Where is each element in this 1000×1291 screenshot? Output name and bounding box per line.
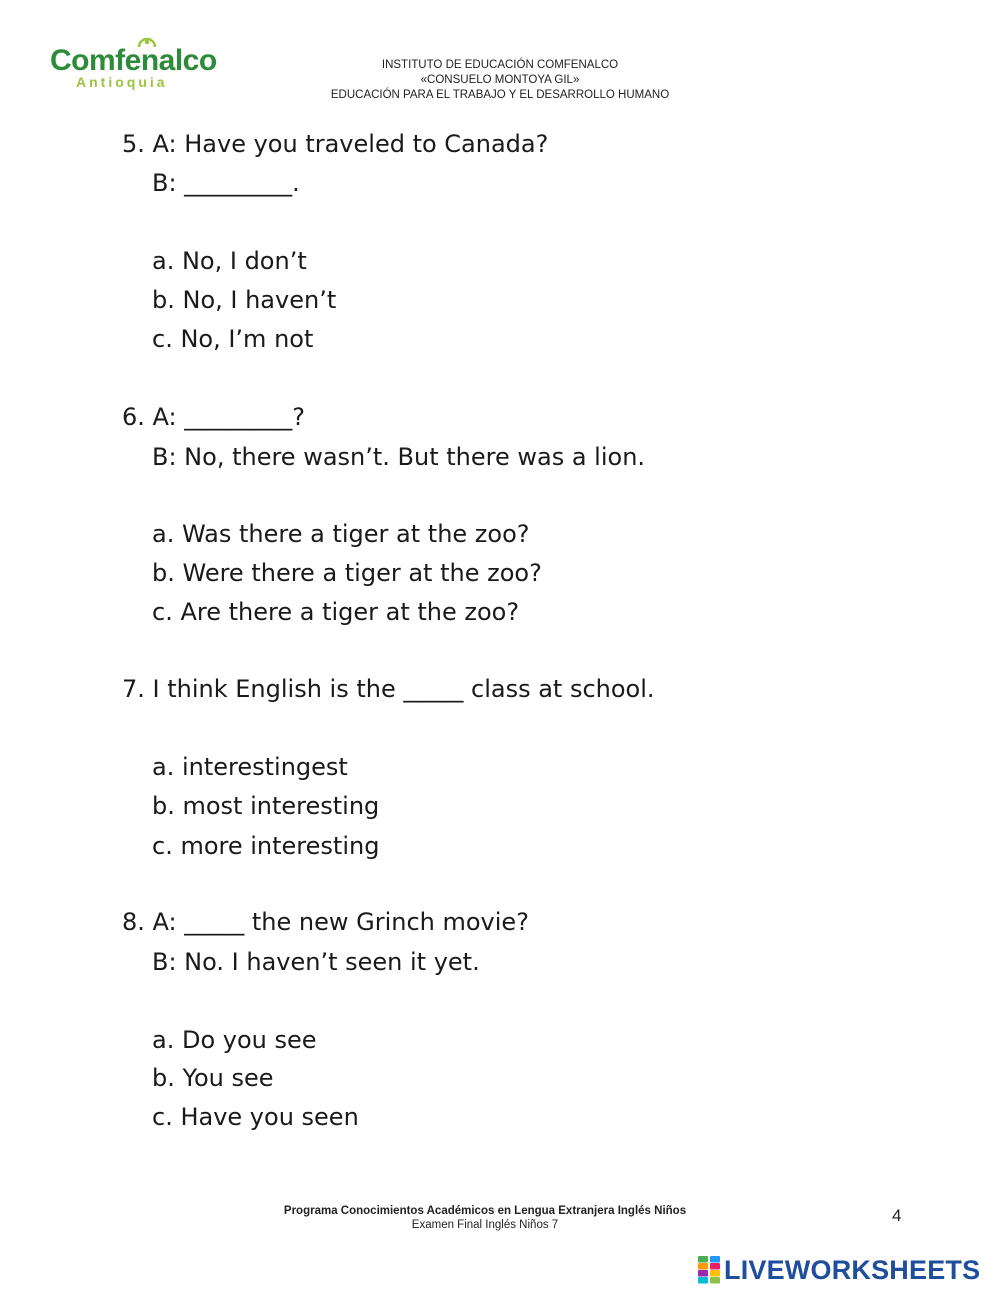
page-footer xyxy=(230,1204,740,1232)
liveworksheets-text: LIVEWORKSHEETS xyxy=(724,1254,981,1285)
question-6-answer-line: B: No, there wasn’t. But there was a lion. xyxy=(152,443,646,471)
question-5-option-c[interactable]: c. No, I’m not xyxy=(152,325,314,353)
footer-program: Programa Conocimientos Académicos en Lengua Extranjera Inglés Niños xyxy=(283,1205,687,1217)
question-7-option-c[interactable]: c. more interesting xyxy=(152,832,380,860)
header-line-3: EDUCACIÓN PARA EL TRABAJO Y EL DESARROLLO HUMANO xyxy=(330,89,670,101)
institute-header xyxy=(250,58,750,103)
question-8-answer-line: B: No. I haven’t seen it yet. xyxy=(152,948,480,976)
page-number: 4 xyxy=(892,1206,902,1225)
question-5-option-b[interactable]: b. No, I haven’t xyxy=(152,286,337,314)
question-6-option-b[interactable]: b. Were there a tiger at the zoo? xyxy=(152,559,542,587)
question-6-option-c[interactable]: c. Are there a tiger at the zoo? xyxy=(152,598,520,626)
question-6-option-a[interactable]: a. Was there a tiger at the zoo? xyxy=(152,520,530,548)
question-7-option-a[interactable]: a. interestingest xyxy=(152,753,348,781)
question-5-option-a[interactable]: a. No, I don’t xyxy=(152,247,307,275)
question-8-stem: 8. A: _____ the new Grinch movie? xyxy=(122,908,529,936)
header-line-1: INSTITUTO DE EDUCACIÓN COMFENALCO xyxy=(381,59,619,71)
liveworksheets-logo-icon xyxy=(698,1256,720,1284)
logo-main-text: Comfenalco xyxy=(50,44,217,77)
question-5-stem: 5. A: Have you traveled to Canada? xyxy=(122,130,549,158)
question-8-option-b[interactable]: b. You see xyxy=(152,1064,274,1092)
header-line-2: «CONSUELO MONTOYA GIL» xyxy=(420,74,580,86)
question-6-stem: 6. A: _________? xyxy=(122,403,305,431)
footer-exam: Examen Final Inglés Niños 7 xyxy=(411,1219,559,1231)
liveworksheets-brand[interactable] xyxy=(698,1254,980,1286)
question-8-option-a[interactable]: a. Do you see xyxy=(152,1026,317,1054)
logo-sub-text: Antioquia xyxy=(76,74,168,90)
question-7-option-b[interactable]: b. most interesting xyxy=(152,792,380,820)
question-5-answer-line: B: _________. xyxy=(152,169,300,197)
question-7-stem: 7. I think English is the _____ class at school. xyxy=(122,675,655,703)
question-8-option-c[interactable]: c. Have you seen xyxy=(152,1103,359,1131)
comfenalco-logo xyxy=(50,36,220,96)
